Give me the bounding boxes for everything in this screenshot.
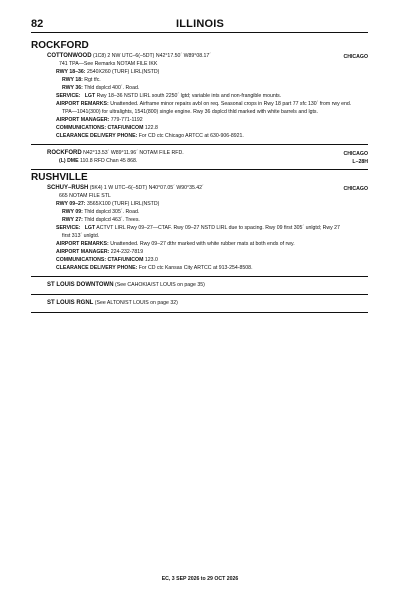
airport-ident-line bbox=[47, 185, 204, 192]
cross-reference-name: ST LOUIS DOWNTOWN bbox=[47, 282, 114, 288]
runway-end-text: Thld dsplcd 400´. Road. bbox=[82, 85, 140, 91]
service-line bbox=[56, 93, 281, 100]
navaid-line bbox=[47, 150, 184, 157]
dme-label: (L) DME bbox=[59, 158, 79, 164]
service-sub: LGT bbox=[84, 93, 96, 99]
cross-reference-text: (See ALTON/ST LOUIS on page 32) bbox=[93, 300, 178, 306]
elevation-line: 741 TPA—See Remarks NOTAM FILE IKK bbox=[59, 61, 158, 67]
runway-end-text: Thld dsplcd 305´. Road. bbox=[82, 209, 140, 215]
chart-label: L–28H bbox=[352, 159, 368, 165]
runway-line bbox=[56, 201, 159, 208]
navaid-name: ROCKFORD bbox=[47, 150, 82, 156]
chart-label: CHICAGO bbox=[343, 186, 368, 192]
service-text: ACTVT LIRL Rwy 09–27—CTAF. Rwy 09–27 NSTD LIRL due to spacing. Rwy 09 first 305´ unlgtd; Rwy 27 bbox=[95, 225, 340, 231]
clearance-label: CLEARANCE DELIVERY PHONE: bbox=[56, 133, 138, 139]
airport-name: SCHUY–RUSH bbox=[47, 185, 89, 191]
service-label: SERVICE: bbox=[56, 93, 81, 99]
divider bbox=[31, 276, 368, 277]
clearance-text: For CD ctc Kansas City ARTCC at 913-254-8508. bbox=[137, 265, 253, 271]
cross-reference bbox=[47, 300, 178, 307]
runway-end-label: RWY 36: bbox=[62, 85, 83, 91]
chart-label: CHICAGO bbox=[343, 151, 368, 157]
runway-label: RWY 09–27: bbox=[56, 201, 86, 207]
remarks-line bbox=[56, 241, 295, 248]
manager-phone: 224-232-7819 bbox=[109, 249, 144, 255]
communications-freq: 123.0 bbox=[143, 257, 158, 263]
remarks-text: Unattended. Airframe minor repairs avbl on req. Seasonal crops in Rwy 18 part 77 sfc 130´ from rwy end. bbox=[108, 101, 352, 107]
runway-line bbox=[56, 69, 159, 76]
dme-line bbox=[59, 158, 137, 165]
manager-line bbox=[56, 249, 143, 256]
manager-label: AIRPORT MANAGER: bbox=[56, 117, 110, 123]
dme-text: 110.8 RFD Chan 45 868. bbox=[78, 158, 138, 164]
manager-line bbox=[56, 117, 143, 124]
cross-reference-name: ST LOUIS RGNL bbox=[47, 300, 94, 306]
service-continuation: first 313´ unlgtd. bbox=[62, 233, 100, 239]
city-heading-rockford: ROCKFORD bbox=[31, 40, 89, 51]
elevation-line: 665 NOTAM FILE STL bbox=[59, 193, 111, 199]
service-sub: LGT bbox=[84, 225, 96, 231]
runway-text: 2540X260 (TURF) LIRL(NSTD) bbox=[85, 69, 160, 75]
clearance-text: For CD ctc Chicago ARTCC at 630-906-8921. bbox=[137, 133, 244, 139]
city-heading-rushville: RUSHVILLE bbox=[31, 172, 88, 183]
runway-end-line bbox=[62, 85, 139, 92]
clearance-line bbox=[56, 265, 253, 272]
runway-label: RWY 18–36: bbox=[56, 69, 86, 75]
airport-ident-line bbox=[47, 53, 211, 60]
runway-end-line bbox=[62, 217, 140, 224]
manager-phone: 779-771-1192 bbox=[109, 117, 143, 123]
remarks-label: AIRPORT REMARKS: bbox=[56, 101, 109, 107]
runway-end-line bbox=[62, 209, 139, 216]
runway-end-line bbox=[62, 77, 101, 84]
service-label: SERVICE: bbox=[56, 225, 81, 231]
divider bbox=[31, 144, 368, 145]
chart-label: CHICAGO bbox=[343, 54, 368, 60]
communications-line bbox=[56, 257, 158, 264]
clearance-line bbox=[56, 133, 244, 140]
runway-end-label: RWY 09: bbox=[62, 209, 83, 215]
service-text: Rwy 18–36 NSTD LIRL south 2250´ lgtd; variable ints and non-frangible mounts. bbox=[95, 93, 282, 99]
communications-label: COMMUNICATIONS: CTAF/UNICOM bbox=[56, 257, 144, 263]
service-line bbox=[56, 225, 340, 232]
runway-text: 3565X100 (TURF) LIRL(NSTD) bbox=[85, 201, 160, 207]
runway-end-label: RWY 18: bbox=[62, 77, 83, 83]
cross-reference-text: (See CAHOKIA/ST LOUIS on page 35) bbox=[113, 282, 205, 288]
cross-reference bbox=[47, 282, 205, 289]
runway-end-text: Thld dsplcd 463´. Trees. bbox=[82, 217, 140, 223]
remarks-text: Unattended. Rwy 09–27 dthr marked with white rubber mats at both ends of rwy. bbox=[108, 241, 295, 247]
runway-end-text: Rgt tfc. bbox=[82, 77, 101, 83]
runway-end-label: RWY 27: bbox=[62, 217, 83, 223]
communications-line bbox=[56, 125, 158, 132]
state-title: ILLINOIS bbox=[175, 18, 225, 30]
communications-freq: 122.8 bbox=[143, 125, 158, 131]
communications-label: COMMUNICATIONS: CTAF/UNICOM bbox=[56, 125, 144, 131]
divider bbox=[31, 294, 368, 295]
remarks-label: AIRPORT REMARKS: bbox=[56, 241, 109, 247]
effective-dates-footer: EC, 3 SEP 2026 to 29 OCT 2026 bbox=[161, 576, 239, 582]
divider bbox=[31, 312, 368, 313]
page-number: 82 bbox=[31, 18, 44, 30]
remarks-line bbox=[56, 101, 351, 108]
remarks-continuation: TPA—1041(300) for ultralights, 1541(800) single engine. Rwy 36 dsplcd thld marked with white barrels and lgts. bbox=[62, 109, 318, 115]
header-rule bbox=[31, 32, 368, 33]
airport-ident: (5K4) 1 W UTC–6(–5DT) N40°07.05´ W90°35.42´ bbox=[88, 185, 204, 191]
section-rule bbox=[31, 169, 368, 170]
navaid-coords: N42°13.53´ W89°11.96´ NOTAM FILE RFD. bbox=[81, 150, 184, 156]
airport-ident: (1C8) 2 NW UTC–6(–5DT) N42°17.50´ W89°08.17´ bbox=[91, 53, 212, 59]
manager-label: AIRPORT MANAGER: bbox=[56, 249, 110, 255]
clearance-label: CLEARANCE DELIVERY PHONE: bbox=[56, 265, 138, 271]
airport-name: COTTONWOOD bbox=[47, 53, 92, 59]
